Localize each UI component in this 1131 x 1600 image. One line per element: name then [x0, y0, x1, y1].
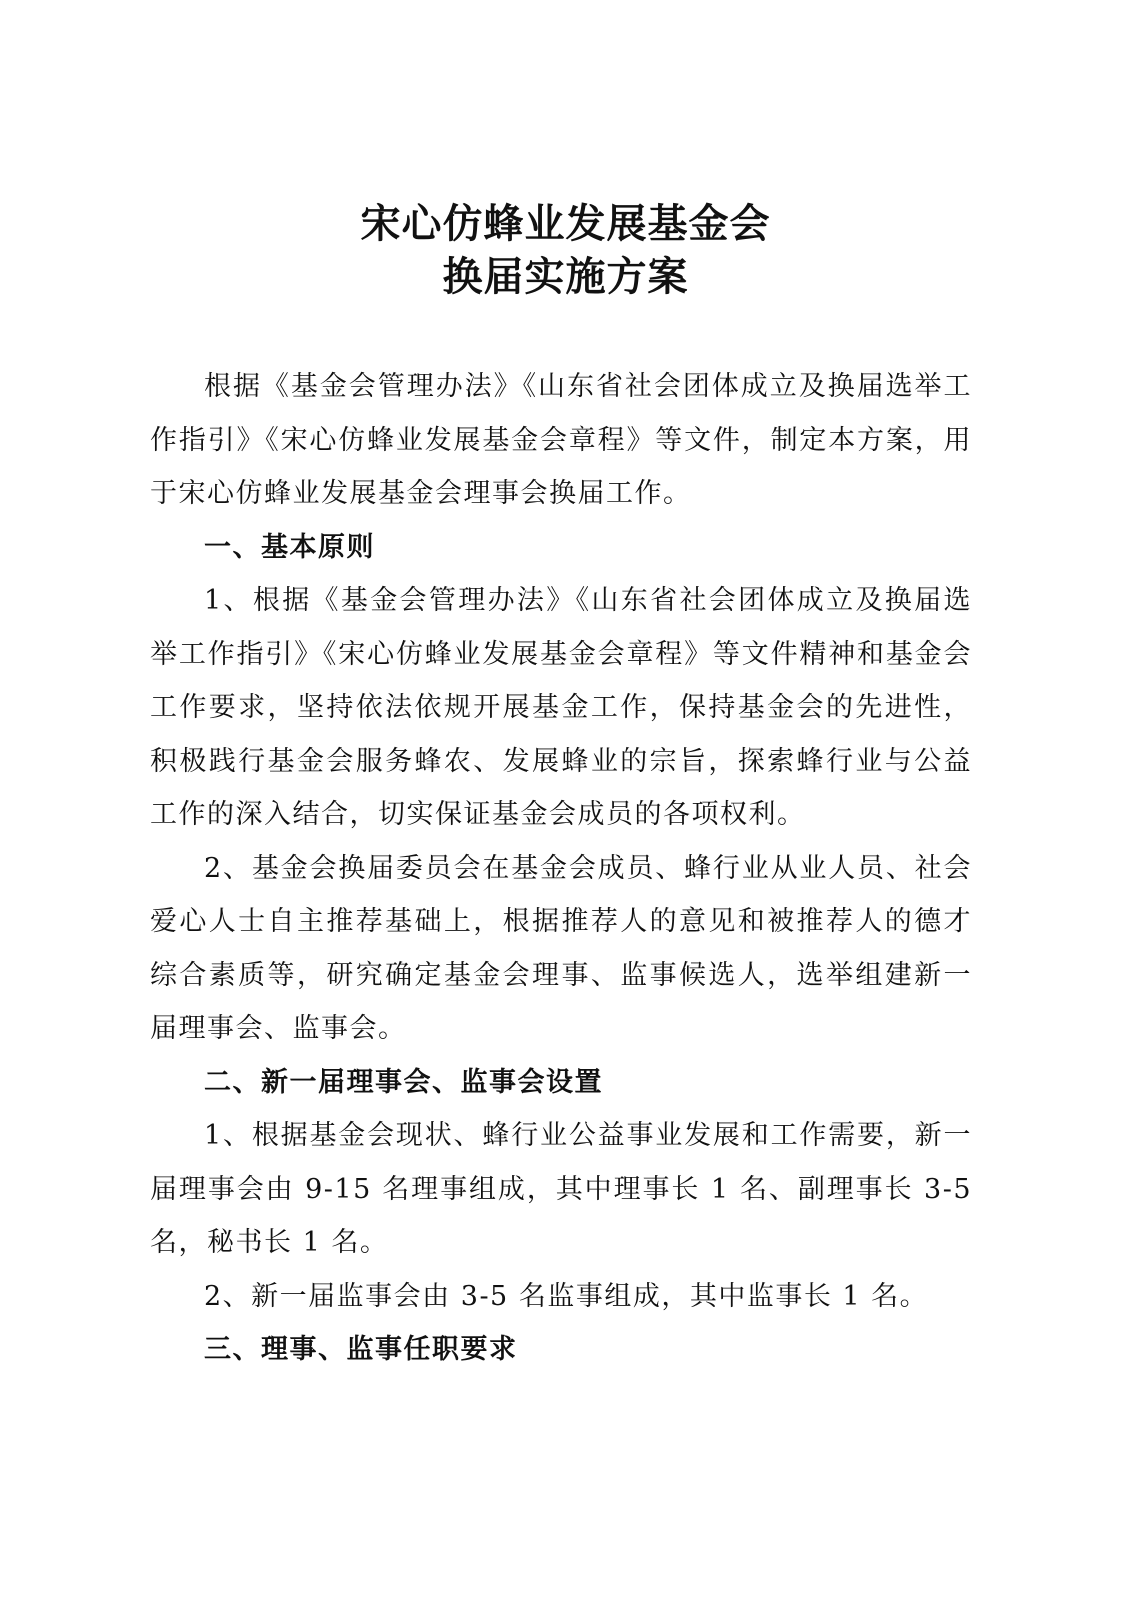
section-1-paragraph-2: 2、基金会换届委员会在基金会成员、蜂行业从业人员、社会爱心人士自主推荐基础上，根据推荐人的意见和被推荐人的德才综合素质等，研究确定基金会理事、监事候选人，选举组建新一届理事会、监事会。 — [150, 852, 972, 1044]
section-heading-3: 三、理事、监事任职要求 — [204, 1334, 518, 1365]
intro-paragraph: 根据《基金会管理办法》《山东省社会团体成立及换届选举工作指引》《宋心仿蜂业发展基金会章程》等文件，制定本方案，用于宋心仿蜂业发展基金会理事会换届工作。 — [150, 371, 972, 509]
document-title-line-2: 换届实施方案 — [442, 254, 689, 300]
section-1-paragraph-1: 1、根据《基金会管理办法》《山东省社会团体成立及换届选举工作指引》《宋心仿蜂业发展基金会章程》等文件精神和基金会工作要求，坚持依法依规开展基金工作，保持基金会的先进性，积极践行基金会服务蜂农、发展蜂业的宗旨，探索蜂行业与公益工作的深入结合，切实保证基金会成员的各项权利。 — [150, 585, 972, 830]
document-title-line-1: 宋心仿蜂业发展基金会 — [360, 201, 771, 247]
section-2-paragraph-2: 2、新一届监事会由 3-5 名监事组成，其中监事长 1 名。 — [204, 1280, 929, 1312]
document-body — [150, 360, 972, 1377]
section-heading-1: 一、基本原则 — [204, 531, 375, 563]
section-heading-2: 二、新一届理事会、监事会设置 — [204, 1066, 603, 1098]
section-2-paragraph-1: 1、根据基金会现状、蜂行业公益事业发展和工作需要，新一届理事会由 9-15 名理事组成，其中理事长 1 名、副理事长 3-5 名，秘书长 1 名。 — [150, 1120, 972, 1258]
